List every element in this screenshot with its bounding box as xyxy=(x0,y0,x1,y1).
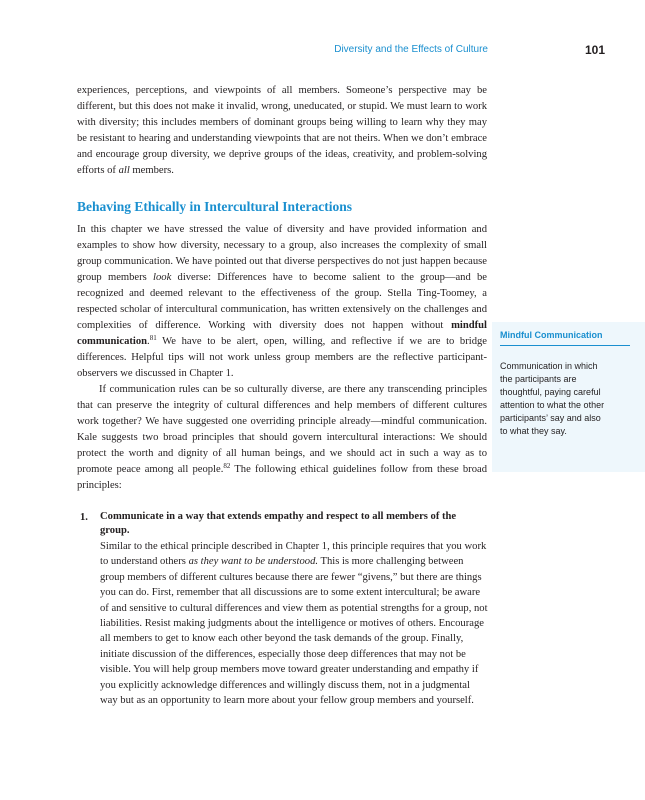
section-paragraph-1: In this chapter we have stressed the value of diversity and have provided information and examples to show how diversity, necessary to a group, also increases the complexity of small group communication. We have pointed out that diverse perspectives do not just happen because group members look diverse: Differences have to become salient to the group—and be recognized and deemed relevant to the effectiveness of the group. Stella Ting-Toomey, a respected scholar of intercultural communication, has written extensively on the challenges and complexities of difference. Working with diversity does not happen without mindful communication.$^{81}$ We have to be alert, open, willing, and reflective if we are to bridge differences. Helpful tips will not work unless group members are the reflective participant-observers we discussed in Chapter 1. xyxy=(77,224,487,379)
guideline-body xyxy=(100,539,490,708)
paragraph-1-text-3: We have to be alert, open, willing, and reflective if we are to bridge differences. Helpful tips will not work unless group members are the reflective participant-observers we discussed in Chapter 1. xyxy=(77,336,487,379)
glossary-definition: Communication in which the participants are thoughtful, paying careful attention to what the other participants’ say and also to what they say. xyxy=(500,361,605,436)
intro-text-2: members. xyxy=(129,165,174,176)
paragraph-2-text-1: If communication rules can be so culturally diverse, are there any transcending principles that can preserve the integrity of cultural differences and help members of different cultures work together? We have suggested one overriding principle already—mindful communication. Kale suggests two broad principles that should govern intercultural interactions: We should protect the worth and dignity of all human beings, and we should act in such a way as to promote peace among all people. xyxy=(77,384,487,475)
paragraph-1-emphasis: look xyxy=(153,272,172,283)
paragraph-1-text-1: In this chapter we have stressed the value of diversity and have provided information and examples to show how diversity, necessary to a group, also increases the complexity of small group communication. We have pointed out that diverse perspectives do not just happen because group members xyxy=(77,224,487,283)
running-head: Diversity and the Effects of Culture xyxy=(334,44,488,55)
guideline-text-2: This is more challenging between group members of different cultures because there are fewer “givens,” but there are things you can do. First, remember that all discussions are to some extent intercultural; be aware of and sensitive to cultural differences and view them as potential strengths for a group, not liabilities. Resist making judgments about the intelligence or motives of others. Encourage all members to get to know each other beyond the task demands of the group. Finally, initiate discussion of the differences, especially those deep differences that may not be visible. You will help group members move toward greater understanding and empathy if you explicitly acknowledge differences and willingly discuss them, not in a judgmental way but as an opportunity to learn more about your fellow group members and yourself. xyxy=(100,556,488,707)
section-paragraph-2 xyxy=(77,382,487,494)
intro-emphasis: all xyxy=(118,165,130,176)
endnote-82: 82 xyxy=(223,462,231,470)
page-number: 101 xyxy=(585,43,606,57)
glossary-term: Mindful Communication xyxy=(500,329,630,346)
guideline-emphasis: as they want to be understood. xyxy=(188,556,319,568)
paragraph-1-text-2: diverse: Differences have to become salient to the group—and be recognized and deemed relevant to the effectiveness of the group. Stella Ting-Toomey, a respected scholar of intercultural communication, has written extensively on the challenges and complexities of difference. Working with diversity does not happen without xyxy=(77,272,487,331)
guideline-number: 1. xyxy=(80,512,88,523)
guideline-heading: Communicate in a way that extends empathy and respect to all members of the group. xyxy=(100,511,457,536)
intro-text-1: experiences, perceptions, and viewpoints of all members. Someone’s perspective may be different, but this does not make it invalid, wrong, uneducated, or stupid. We must learn to work with diversity; this includes members of dominant groups being willing to learn why they may be resistant to hearing and understanding viewpoints that are not theirs. When we don’t embrace and encourage group diversity, we deprive groups of the ideas, creativity, and problem-solving efforts of xyxy=(77,85,487,176)
paragraph-2-text-2: The following ethical guidelines follow from these broad principles: xyxy=(77,464,488,491)
margin-glossary xyxy=(492,322,645,472)
guideline-text-1: Similar to the ethical principle described in Chapter 1, this principle requires that you work to understand others xyxy=(100,541,487,568)
key-term-mindful-communication: mindful communication xyxy=(77,320,487,347)
endnote-81: 81 xyxy=(149,334,157,342)
section-heading: Behaving Ethically in Intercultural Interactions xyxy=(77,199,353,214)
intro-paragraph xyxy=(77,83,487,179)
